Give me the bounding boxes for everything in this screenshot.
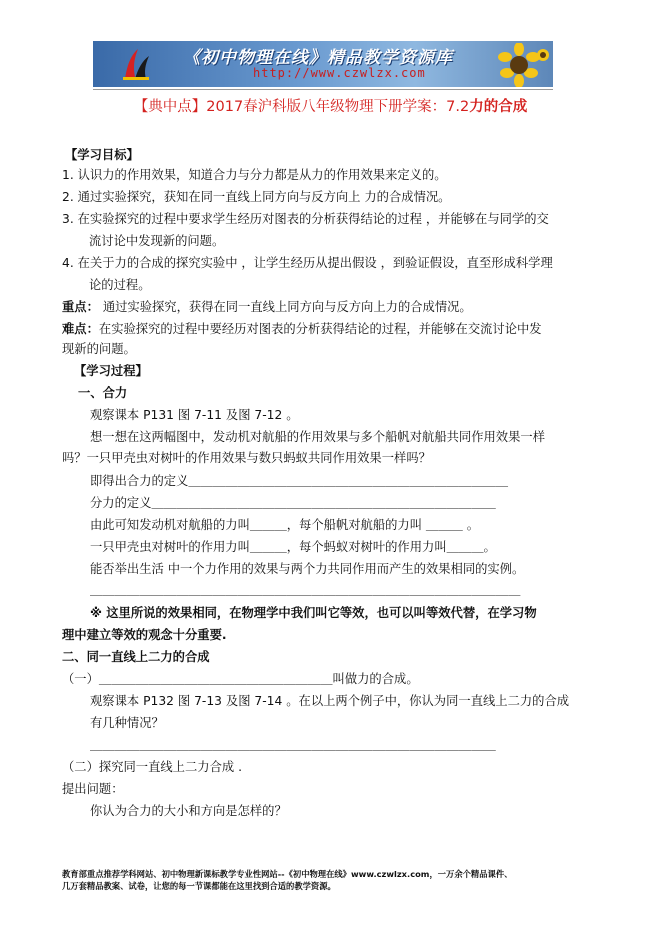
s1-line-7: 一只甲壳虫对树叶的作用力叫＿＿＿，每个蚂蚁对树叶的作用力叫＿＿＿。 [90, 540, 496, 554]
header-banner [93, 41, 553, 87]
s2-line-7: 你认为合力的大小和方向是怎样的？ [90, 804, 287, 818]
section-2-heading: 二、同一直线上二力的合成 [62, 650, 210, 664]
s1-line-4: 即得出合力的定义＿＿＿＿＿＿＿＿＿＿＿＿＿＿＿＿＿＿＿＿＿＿＿＿＿＿ [90, 474, 509, 488]
difficult-point-cont: 现新的问题。 [62, 342, 136, 356]
s2-line-1: （一）＿＿＿＿＿＿＿＿＿＿＿＿＿＿＿＿＿＿＿叫做力的合成。 [62, 672, 419, 686]
s1-line-9: ＿＿＿＿＿＿＿＿＿＿＿＿＿＿＿＿＿＿＿＿＿＿＿＿＿＿＿＿＿＿＿＿＿＿＿ [90, 583, 521, 597]
note-line-1: ※ 这里所说的效果相同，在物理学中我们叫它等效，也可以叫等效代替，在学习物 [90, 606, 537, 620]
goal-item-4: 4. 在关于力的合成的探究实验中 ，让学生经历从提出假设 ，到验证假设，直至形成科学理 [62, 256, 553, 270]
s1-line-3: 吗？一只甲壳虫对树叶的作用效果与数只蚂蚁共同作用效果一样吗？ [62, 451, 431, 465]
s2-line-4: ＿＿＿＿＿＿＿＿＿＿＿＿＿＿＿＿＿＿＿＿＿＿＿＿＿＿＿＿＿＿＿＿＿ [90, 738, 496, 752]
header-rule [93, 89, 553, 90]
key-point-label: 重点： [62, 300, 99, 314]
process-heading: 【学习过程】 [74, 364, 148, 378]
s1-line-2: 想一想在这两幅图中，发动机对航船的作用效果与多个船帆对航船共同作用效果一样 [90, 430, 545, 444]
goal-item-3: 3. 在实验探究的过程中要求学生经历对图表的分析获得结论的过程 ，并能够在与同学的交 [62, 212, 549, 226]
difficult-point-label: 难点： [62, 322, 99, 336]
page-title [0, 95, 661, 116]
s1-line-6: 由此可知发动机对航船的力叫＿＿＿，每个船帆对航船的力叫 ＿＿＿ 。 [90, 518, 480, 532]
goal-item-4-cont: 论的过程。 [89, 278, 151, 292]
note-line-2: 理中建立等效的观念十分重要. [62, 628, 227, 642]
s2-line-5: （二）探究同一直线上二力合成 . [62, 760, 242, 774]
banner-url[interactable]: http://www.czwlzx.com [253, 66, 426, 80]
goal-item-2: 2. 通过实验探究，获知在同一直线上同方向与反方向上 力的合成情况。 [62, 190, 451, 204]
banner-title: 《初中物理在线》精品教学资源库 [183, 48, 453, 68]
title-prefix: 【典中点】2017春沪科版八年级物理下册学案：7.2 [133, 99, 470, 115]
difficult-point-text: 在实验探究的过程中要经历对图表的分析获得结论的过程，并能够在交流讨论中发 [98, 322, 542, 336]
s1-line-5: 分力的定义＿＿＿＿＿＿＿＿＿＿＿＿＿＿＿＿＿＿＿＿＿＿＿＿＿＿＿＿ [90, 496, 496, 510]
goals-heading: 【学习目标】 [65, 148, 139, 162]
s2-line-2: 观察课本 P132 图 7-13 及图 7-14 。在以上两个例子中，你认为同一直线上二力的合成 [90, 694, 570, 708]
key-point-text: 通过实验探究，获得在同一直线上同方向与反方向上力的合成情况。 [98, 300, 472, 314]
footer-line-2: 几万套精品教案、试卷，让您的每一节课都能在这里找到合适的教学资源。 [62, 881, 336, 891]
s1-line-1: 观察课本 P131 图 7-11 及图 7-12 。 [90, 408, 299, 422]
site-logo-icon [121, 47, 151, 81]
key-point [62, 299, 472, 315]
difficult-point [62, 321, 542, 337]
goal-item-3-cont: 流讨论中发现新的问题。 [89, 234, 225, 248]
s1-line-8: 能否举出生活 中一个力作用的效果与两个力共同作用而产生的效果相同的实例。 [90, 562, 525, 576]
s2-line-6: 提出问题： [62, 782, 124, 796]
s2-line-3: 有几种情况？ [90, 716, 164, 730]
footer-line-1: 教育部重点推荐学科网站、初中物理新课标教学专业性网站--《初中物理在线》www.czwlzx.com，一万余个精品课件、 [62, 869, 513, 879]
title-bold: 力的合成 [469, 99, 528, 115]
section-1-heading: 一、合力 [78, 386, 128, 400]
goal-item-1: 1. 认识力的作用效果，知道合力与分力都是从力的作用效果来定义的。 [62, 168, 447, 182]
sunflower-icon [497, 43, 549, 87]
